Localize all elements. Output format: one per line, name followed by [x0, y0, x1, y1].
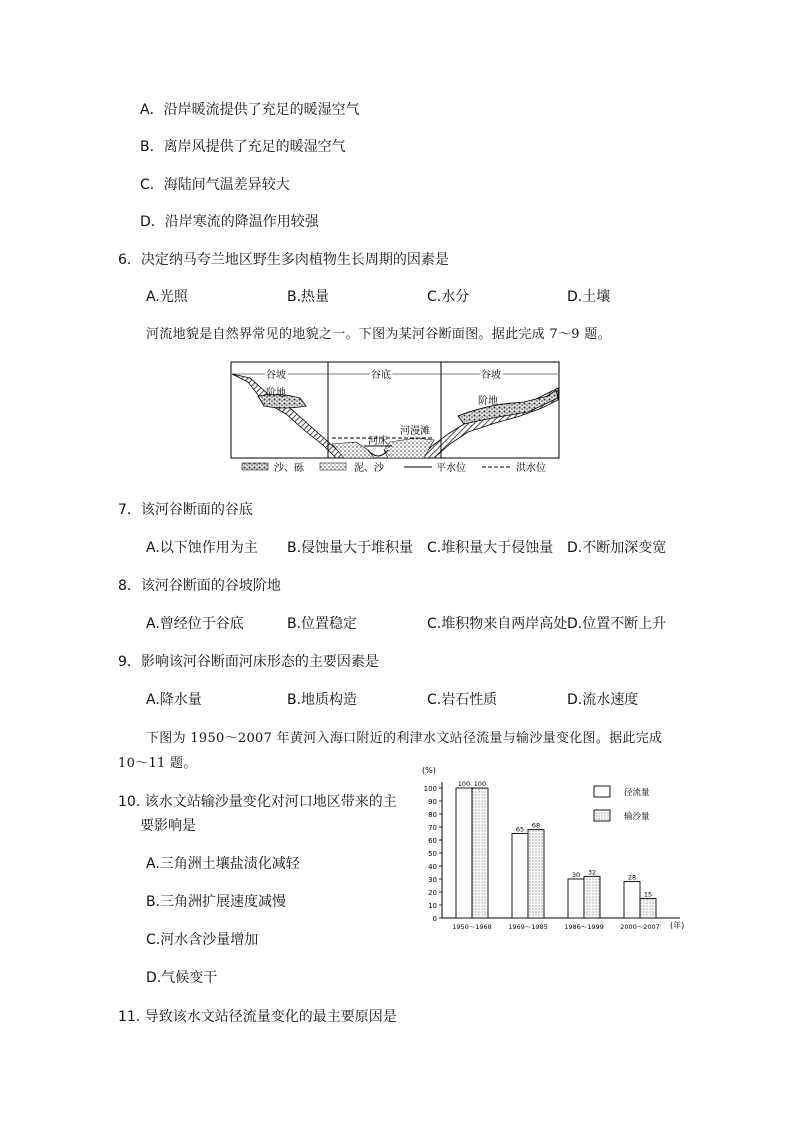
q9-option-c: C.岩石性质	[427, 692, 498, 708]
y-tick-label: 60	[428, 837, 437, 845]
category-label: 1950～1968	[452, 923, 492, 931]
q5-option-b: B．离岸风提供了充足的暖湿空气	[140, 139, 346, 155]
q6-option-c: C.水分	[427, 289, 470, 305]
legend-mud-label: 泥、沙	[354, 463, 384, 474]
category-label: 1986～1999	[564, 923, 604, 931]
q7-option-b: B.侵蚀量大于堆积量	[287, 540, 414, 556]
chart-xlabel: (年)	[670, 921, 685, 930]
legend-mud-swatch	[320, 463, 346, 470]
intro-10-11-line2: 10～11 题。	[118, 756, 197, 771]
y-tick-label: 40	[428, 863, 437, 871]
legend-label: 输沙量	[624, 812, 650, 822]
legend-label: 径流量	[624, 788, 650, 798]
q5-option-d: D．沿岸寒流的降温作用较强	[140, 214, 319, 230]
q7-stem: 7．该河谷断面的谷底	[118, 502, 253, 518]
q6-option-a: A.光照	[146, 289, 188, 305]
q10-option-a: A.三角洲土壤盐渍化减轻	[146, 856, 300, 872]
q10-stem-line1: 10. 该水文站输沙量变化对河口地区带来的主	[118, 794, 397, 810]
q8-option-a: A.曾经位于谷底	[146, 616, 244, 632]
legend-flood-label: 洪水位	[516, 463, 546, 474]
left-slope-bedrock	[232, 374, 346, 458]
q11-stem: 11. 导致该水文站径流量变化的最主要原因是	[118, 1009, 397, 1025]
label-floodplain: 河漫滩	[400, 426, 430, 437]
q8-stem: 8．该河谷断面的谷坡阶地	[118, 578, 281, 594]
legend-gravel-swatch	[242, 463, 268, 470]
label-terrace-right: 阶地	[478, 396, 498, 407]
bar-value-label: 100	[457, 780, 471, 788]
intro-7-9: 河流地貌是自然界常见的地貌之一。下图为某河谷断面图。据此完成 7～9 题。	[146, 327, 611, 342]
river-valley-diagram	[228, 358, 564, 476]
q6-option-b: B.热量	[287, 289, 330, 305]
bar-sediment	[584, 876, 600, 918]
intro-10-11-line1: 下图为 1950～2007 年黄河入海口附近的利津水文站径流量与输沙量变化图。据此完成	[146, 731, 663, 746]
bar-sediment	[472, 788, 488, 918]
bar-runoff	[512, 834, 528, 919]
q7-option-d: D.不断加深变宽	[567, 540, 667, 556]
label-riverbed: 河床	[368, 436, 388, 447]
bar-value-label: 68	[531, 821, 541, 830]
label-valley-bottom: 谷底	[371, 370, 391, 381]
q9-option-d: D.流水速度	[567, 692, 639, 708]
y-tick-label: 90	[428, 798, 437, 806]
legend-swatch	[594, 810, 610, 821]
legend-gravel-label: 沙、砾	[274, 463, 304, 474]
y-tick-label: 100	[423, 785, 437, 793]
q9-stem: 9．影响该河谷断面河床形态的主要因素是	[118, 654, 379, 670]
q8-option-b: B.位置稳定	[287, 616, 358, 632]
label-terrace-left: 阶地	[266, 388, 286, 399]
runoff-sediment-bar-chart	[418, 764, 694, 936]
bar-runoff	[624, 882, 640, 918]
bar-value-label: 65	[515, 825, 525, 834]
y-tick-label: 50	[428, 850, 437, 858]
bar-runoff	[456, 788, 472, 918]
label-slope-left: 谷坡	[266, 370, 286, 381]
q6-stem: 6．决定纳马夸兰地区野生多肉植物生长周期的因素是	[118, 252, 449, 268]
bar-value-label: 15	[643, 890, 653, 899]
y-tick-label: 0	[432, 915, 437, 923]
q5-option-c: C．海陆间气温差异较大	[140, 177, 290, 193]
q9-option-a: A.降水量	[146, 692, 202, 708]
bar-sediment	[640, 899, 656, 919]
y-tick-label: 30	[428, 876, 437, 884]
legend-normal-label: 平水位	[436, 463, 466, 474]
bar-sediment	[528, 830, 544, 918]
legend-swatch	[594, 786, 610, 797]
q9-option-b: B.地质构造	[287, 692, 358, 708]
y-tick-label: 20	[428, 889, 437, 897]
q8-option-c: C.堆积物来自两岸高处	[427, 616, 568, 632]
bar-value-label: 32	[587, 868, 597, 877]
y-tick-label: 80	[428, 811, 437, 819]
chart-ylabel: (%)	[422, 766, 436, 775]
category-label: 1969～1985	[508, 923, 548, 931]
bar-value-label: 100	[473, 780, 487, 788]
label-slope-right: 谷坡	[481, 370, 501, 381]
q8-option-d: D.位置不断上升	[567, 616, 667, 632]
q7-option-a: A.以下蚀作用为主	[146, 540, 258, 556]
q10-stem-line2: 要影响是	[140, 818, 196, 834]
category-label: 2000～2007	[620, 923, 660, 931]
y-tick-label: 10	[428, 902, 437, 910]
bar-value-label: 28	[627, 873, 637, 882]
q6-option-d: D.土壤	[567, 289, 611, 305]
bar-runoff	[568, 879, 584, 918]
bar-value-label: 30	[571, 871, 581, 879]
y-tick-label: 70	[428, 824, 437, 832]
q10-option-d: D.气候变干	[146, 970, 218, 986]
q7-option-c: C.堆积量大于侵蚀量	[427, 540, 554, 556]
q10-option-b: B.三角洲扩展速度减慢	[146, 894, 287, 910]
q5-option-a: A．沿岸暖流提供了充足的暖湿空气	[140, 102, 360, 118]
q10-option-c: C.河水含沙量增加	[146, 932, 259, 948]
